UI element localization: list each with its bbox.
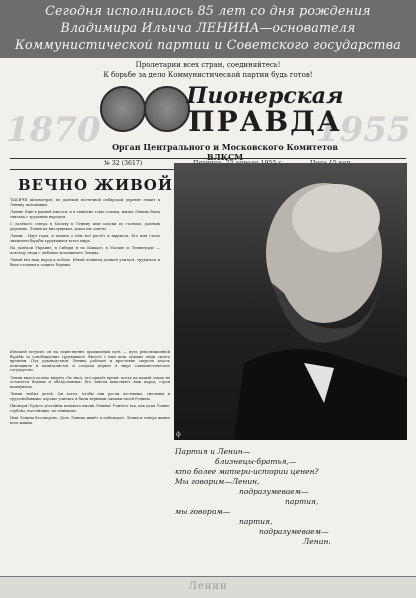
poem-line: партия, bbox=[285, 497, 319, 506]
article-heading: ВЕЧНО ЖИВОЙ bbox=[18, 176, 174, 194]
slogan-proletarians: Пролетарии всех стран, соединяйтесь! bbox=[135, 61, 281, 69]
title-line-1: Пионерская bbox=[186, 83, 344, 109]
banner-line-3: Коммунистической партии и Советского государства bbox=[15, 37, 401, 52]
banner-line-2: Владимира Ильича ЛЕНИНА—основателя bbox=[60, 20, 356, 35]
article-paragraph: Ленин вёл наш народ к победе. Юный ленинец должен учиться, трудиться и быть готовым к защите Родины. bbox=[10, 258, 160, 267]
poem-line: Партия и Ленин— bbox=[175, 447, 251, 456]
article-paragraph: Юношей вступил он на единственно правильный путь — путь революционной борьбы за освобождение трудящихся. Вместе с ним шли лучшие люди своего времени. Под руководством Ленина рабочие и крестьяне свергли власть помещиков и капиталистов и создали первое в мире социалистическое государство. bbox=[10, 350, 170, 372]
order-medal-icon bbox=[100, 86, 146, 132]
poem-line: подразумеваем— bbox=[259, 527, 329, 536]
issue-number: № 32 (3617) bbox=[104, 160, 143, 167]
anniversary-banner bbox=[0, 0, 416, 58]
banner-line-1: Сегодня исполнилось 85 лет со дня рождения bbox=[45, 3, 371, 18]
lenin-portrait bbox=[174, 163, 407, 440]
footer-ornament bbox=[0, 576, 416, 598]
organ-subtitle: Орган Центрального и Московского Комитетов ВЛКСМ bbox=[112, 142, 338, 162]
article-paragraph: Имя Ленина бессмертно. Дело Ленина живёт и побеждает. Ленин и теперь живее всех живых. bbox=[10, 416, 170, 425]
article-paragraph: ТЫСЯЧИ километров, по далёкой поэтичной сибирской деревне лежит к Ленину паломники. bbox=[10, 198, 160, 207]
portrait-illustration bbox=[174, 163, 407, 440]
mayakovsky-poem bbox=[175, 447, 405, 547]
slogan-be-ready: К борьбе за дело Коммунистической партии будь готов! bbox=[103, 71, 313, 79]
year-start: 1870 bbox=[6, 110, 101, 150]
newspaper-title bbox=[185, 84, 345, 136]
poem-line: Ленин. bbox=[303, 537, 331, 546]
poem-line: партия, bbox=[239, 517, 273, 526]
article-paragraph: Ленин... Идут годы, и память о нём всё растёт и ширится. Его имя стало знаменем борьбы трудящихся всего мира. bbox=[10, 234, 160, 243]
portrait-caption: ф bbox=[176, 431, 181, 438]
poem-line: подразумеваем— bbox=[239, 487, 309, 496]
article-paragraph: Пионеры! Будьте достойны великого имени Ленина! Учитесь так, как учил Ленин: глубоко, настойчиво, по-ленински. bbox=[10, 404, 170, 413]
article-paragraph: На далёкой Украине, в Сибири и на Кавказе, в Москве и Ленинграде — повсюду люди с любовью вспоминают Ленина. bbox=[10, 246, 160, 255]
article-paragraph: С далёкого севера в Москву к Ленину шли ходоки из стоялых, далёких деревень. Ленин их выслушивал, давал им советы. bbox=[10, 222, 160, 231]
year-end: 1955 bbox=[316, 110, 411, 150]
article-paragraph: Ленин! Ещё в ранней юности, и в тяжёлые годы ссылки, жизнь Ленина была связана с трудовым народом. bbox=[10, 210, 160, 219]
poem-line: кто более матери-истории ценен? bbox=[175, 467, 319, 476]
footer-label: Ленин bbox=[188, 581, 228, 592]
poem-line: Мы говорим—Ленин, bbox=[175, 477, 260, 486]
article-paragraph: Ленин видел далеко вперёд. Он знал, что придёт время, когда на нашей земле не останется бедных и обездоленных. Его заветы выполняет наш народ, строя коммунизм. bbox=[10, 375, 170, 389]
poem-line: близнецы-братья,— bbox=[215, 457, 297, 466]
article-wide-column bbox=[10, 350, 170, 428]
masthead bbox=[0, 58, 416, 162]
order-medal-icon bbox=[144, 86, 190, 132]
poem-line: мы говорим— bbox=[175, 507, 231, 516]
article-paragraph: Ленин любил детей. Он хотел, чтобы они росли честными, смелыми и трудолюбивыми, хорошо учились и были верными сынами своей Родины. bbox=[10, 392, 170, 401]
article-column bbox=[10, 198, 160, 270]
title-line-2: ПРАВДА bbox=[188, 105, 342, 138]
